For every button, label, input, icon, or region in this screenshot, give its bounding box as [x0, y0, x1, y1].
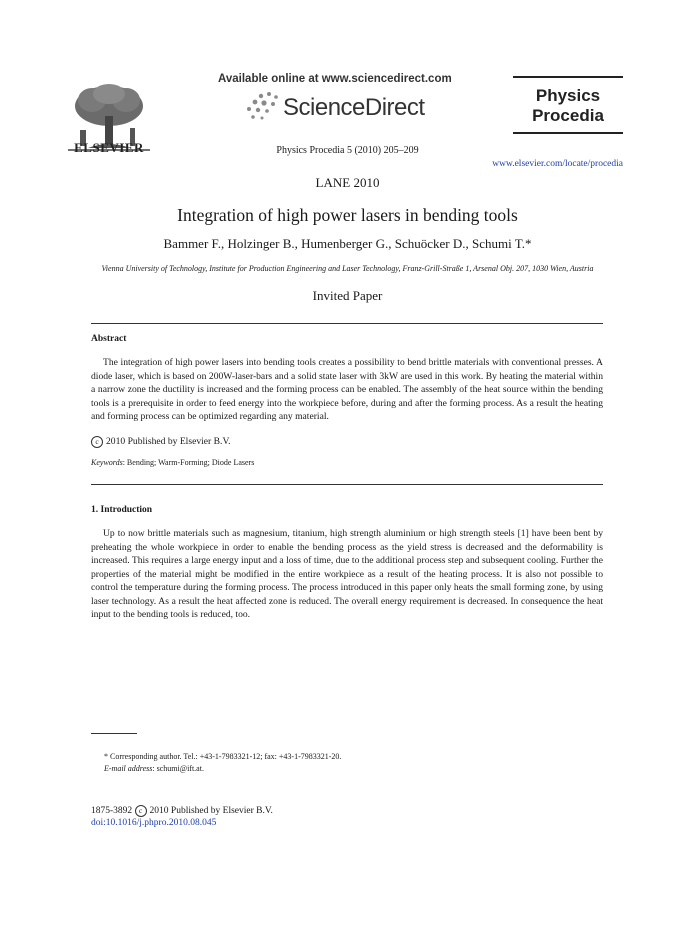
journal-logo-box — [513, 76, 623, 134]
abstract-body — [91, 356, 603, 424]
footnote-divider — [91, 733, 137, 734]
journal-reference: Physics Procedia 5 (2010) 205–209 — [276, 145, 419, 156]
journal-name-line2: Procedia — [532, 106, 604, 125]
keywords-label: Keywords — [91, 458, 123, 467]
author-list: Bammer F., Holzinger B., Humenberger G., Schuöcker D., Schumi T.* — [163, 236, 532, 251]
issn: 1875-3892 — [91, 806, 133, 817]
copyright-icon: c — [91, 436, 103, 448]
copyright-icon: c — [135, 805, 147, 817]
abstract-heading: Abstract — [91, 334, 127, 344]
issn-line — [91, 805, 273, 817]
keywords — [91, 458, 254, 467]
introduction-text: Up to now brittle materials such as magnesium, titanium, high strength aluminium or high strength steels [1] have been bent by preheating the whole workpiece in order to enable the bending process as the yield stress is decreased and the deformability is increased. This requires a large energy input and a loss of time, due to the additional process step and subsequent cooling. Further the properties of the material might be modified in the entire workpiece as a result of the heating process. It is also not possible to control the temperature during the forming process. The process introduced in this paper only heats the small forming zone, by using laser technology. As a result the heat affected zone is reduced. The overall energy requirement is decreased. In consequence the heat input to the bending tools is reduced, too. — [91, 528, 603, 620]
doi-link[interactable]: doi:10.1016/j.phpro.2010.08.045 — [91, 818, 217, 828]
affiliation: Vienna University of Technology, Institute for Production Engineering and Laser Technology, Franz-Grill-Straße 1, Arsenal Obj. 207, 1030 Wien, Austria — [101, 264, 594, 273]
corresponding-author-note: * Corresponding author. Tel.: +43-1-7983321-12; fax: +43-1-7983321-20. — [104, 752, 342, 761]
abstract-copyright-text: 2010 Published by Elsevier B.V. — [106, 436, 231, 448]
paper-type: Invited Paper — [312, 288, 383, 303]
conference-name: LANE 2010 — [315, 175, 380, 190]
divider-bottom — [91, 484, 603, 485]
sciencedirect-wordmark: ScienceDirect — [283, 94, 425, 121]
journal-url-link[interactable]: www.elsevier.com/locate/procedia — [492, 159, 623, 169]
journal-name-line1: Physics — [535, 86, 601, 105]
paper-title: Integration of high power lasers in bending tools — [177, 205, 518, 225]
keywords-list: : Bending; Warm-Forming; Diode Lasers — [122, 458, 255, 467]
publisher-name: ELSEVIER — [74, 140, 144, 155]
available-online-text[interactable]: Available online at www.sciencedirect.com — [218, 73, 452, 85]
email-note — [104, 763, 204, 774]
divider-top — [91, 323, 603, 324]
abstract-text: The integration of high power lasers into bending tools creates a possibility to bend brittle materials with conventional presses. A diode laser, which is based on 200W-laser-bars and a solid state laser with 3kW are used in this work. By heating the material within a narrow zone the ductility is increased and the forming process can be enabled. The assembly of the heat source within the bending tools is a prerequisite in order to feed energy into the workpiece before, during and after the forming process. As a result the heating and forming process can be optimized regarding any material. — [91, 357, 603, 422]
email-address[interactable]: : schumi@ift.at. — [152, 764, 204, 773]
introduction-body — [91, 527, 603, 622]
email-label: E-mail address — [104, 764, 153, 773]
abstract-copyright — [91, 436, 231, 448]
footer-copyright: 2010 Published by Elsevier B.V. — [149, 806, 273, 817]
introduction-heading: 1. Introduction — [91, 505, 153, 515]
